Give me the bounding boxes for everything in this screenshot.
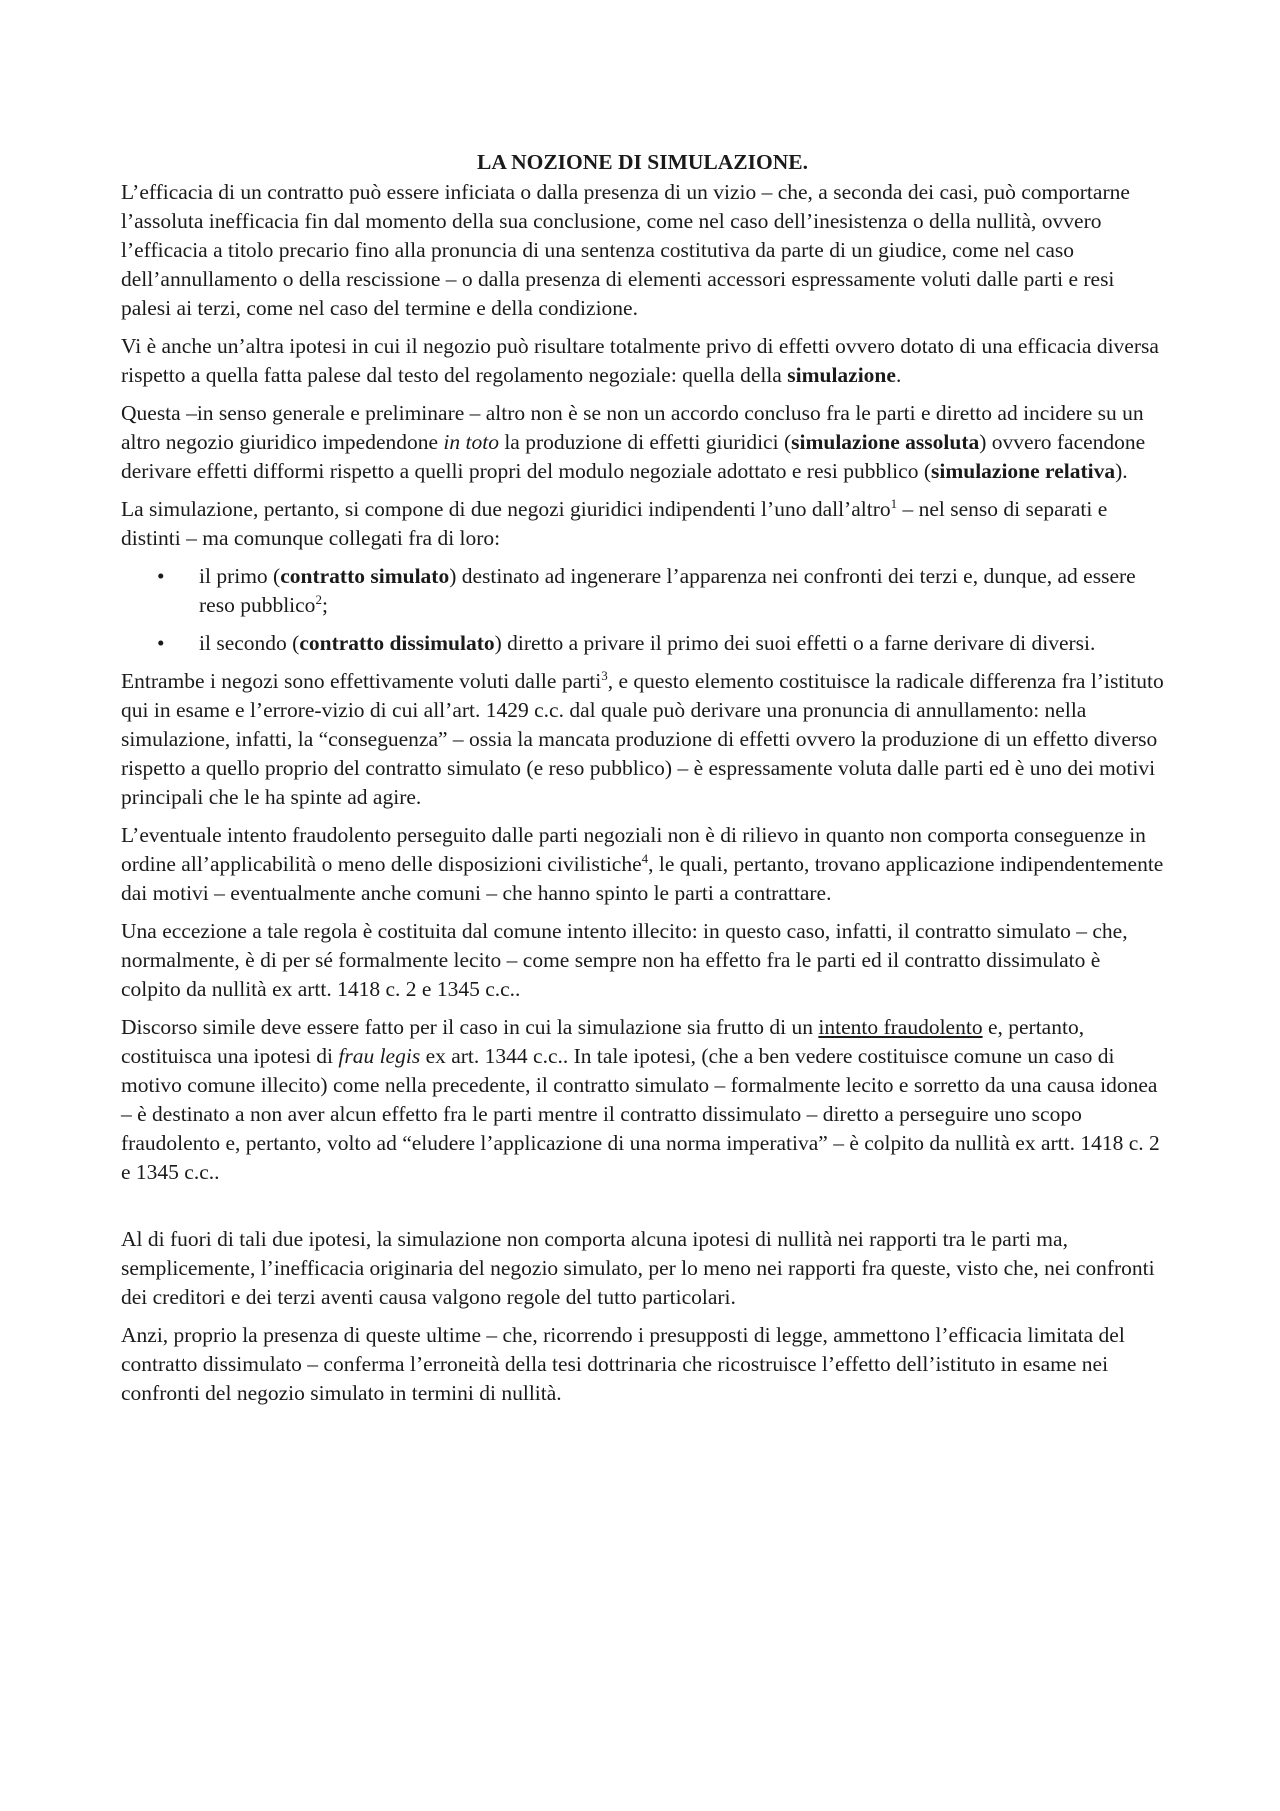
text-run: , le quali, pertanto, trovano applicazione indipendentemente dai motivi – eventualmente anche comuni – che hanno spinto le parti a contrattare. [121,852,1164,905]
bold-term: simulazione assoluta [791,430,980,454]
text-run: e, pertanto, costituisca una ipotesi di [121,1015,1085,1068]
text-run: Vi è anche un’altra ipotesi in cui il negozio può risultare totalmente privo di effetti ovvero dotato di una efficacia diversa rispetto a quella fatta palese dal testo del regolamento negoziale: quella della [121,334,1159,387]
paragraph-2 [121,332,1164,390]
list-item [121,562,1164,620]
paragraph-10: Anzi, proprio la presenza di queste ultime – che, ricorrendo i presupposti di legge, ammettono l’efficacia limitata del contratto dissimulato – conferma l’erroneità della tesi dottrinaria che ricostruisce l’effetto dell’istituto in esame nei confronti del negozio simulato in termini di nullità. [121,1323,1125,1405]
text-run: ) ovvero facendone derivare effetti difformi rispetto a quelli propri del modulo negoziale adottato e resi pubblico ( [121,430,1146,483]
text-run: ) diretto a privare il primo dei suoi effetti o a farne derivare di diversi. [494,631,1096,655]
footnote-ref[interactable]: 2 [315,591,322,607]
text-run: Entrambe i negozi sono effettivamente voluti dalle parti [121,669,602,693]
paragraph-7: Una eccezione a tale regola è costituita dal comune intento illecito: in questo caso, infatti, il contratto simulato – che, normalmente, è di per sé formalmente lecito – come sempre non ha effetto fra le parti ed il contratto dissimulato è colpito da nullità ex artt. 1418 c. 2 e 1345 c.c.. [121,919,1128,1001]
bold-term: contratto simulato [280,564,450,588]
text-run: ; [321,593,328,617]
text-run: ) destinato ad ingenerare l’apparenza nei confronti dei terzi e, dunque, ad essere reso pubblico [199,564,1136,617]
bold-term: simulazione relativa [930,459,1116,483]
bullet-marker: • [157,564,165,588]
footnote-ref[interactable]: 3 [601,667,608,683]
text-run: . [895,363,902,387]
text-run: ex art. 1344 c.c.. In tale ipotesi, (che a ben vedere costituisce comune un caso di motivo comune illecito) come nella precedente, il contratto simulato – formalmente lecito e sorretto da una causa idonea – è destinato a non aver alcun effetto fra le parti mentre il contratto dissimulato – diretto a perseguire uno scopo fraudolento e, pertanto, volto ad “eludere l’applicazione di una norma imperativa” – è colpito da nullità ex artt. 1418 c. 2 e 1345 c.c.. [121,1044,1160,1184]
bullet-marker: • [157,631,165,655]
italic-term: in toto [443,430,499,454]
italic-term: frau legis [338,1044,421,1068]
text-run: ). [1115,459,1128,483]
paragraph-5 [121,667,1164,812]
text-run: – nel senso di separati e distinti – ma comunque collegati fra di loro: [121,497,1108,550]
text-run: L’eventuale intento fraudolento perseguito dalle parti negoziali non è di rilievo in quanto non comporta conseguenze in ordine all’applicabilità o meno delle disposizioni civilistiche [121,823,1146,876]
footnote-ref[interactable]: 4 [641,850,649,866]
text-run: il secondo ( [199,631,300,655]
blank-line [121,1196,1164,1225]
paragraph-3 [121,399,1164,486]
paragraph-4 [121,495,1164,553]
text-run: il primo ( [199,564,281,588]
document-title: LA NOZIONE DI SIMULAZIONE. [477,150,808,174]
text-run: La simulazione, pertanto, si compone di due negozi giuridici indipendenti l’uno dall’altro [121,497,891,521]
footnote-ref[interactable]: 1 [890,495,898,511]
bullet-list [121,562,1164,658]
text-run: la produzione di effetti giuridici ( [498,430,792,454]
list-item [121,629,1164,658]
document-page [121,148,1164,1417]
text-run: , e questo elemento costituisce la radicale differenza fra l’istituto qui in esame e l’errore-vizio di cui all’art. 1429 c.c. dal quale può derivare una pronuncia di annullamento: nella simulazione, infatti, la “conseguenza” – ossia la mancata produzione di effetti ovvero la produzione di un effetto diverso rispetto a quello proprio del contratto simulato (e reso pubblico) – è espressamente voluta dalle parti ed è uno dei motivi principali che le ha spinte ad agire. [121,669,1164,809]
text-run: Discorso simile deve essere fatto per il caso in cui la simulazione sia frutto di un [121,1015,819,1039]
text-run: Questa –in senso generale e preliminare – altro non è se non un accordo concluso fra le parti e diretto ad incidere su un altro negozio giuridico impedendone [121,401,1144,454]
paragraph-9: Al di fuori di tali due ipotesi, la simulazione non comporta alcuna ipotesi di nullità nei rapporti tra le parti ma, semplicemente, l’inefficacia originaria del negozio simulato, per lo meno nei rapporti fra queste, visto che, nei confronti dei creditori e dei terzi aventi causa valgono regole del tutto particolari. [121,1227,1155,1309]
bold-term: contratto dissimulato [299,631,495,655]
bold-term: simulazione [787,363,896,387]
paragraph-1: L’efficacia di un contratto può essere inficiata o dalla presenza di un vizio – che, a seconda dei casi, può comportarne l’assoluta inefficacia fin dal momento della sua conclusione, come nel caso dell’inesistenza o della nullità, ovvero l’efficacia a titolo precario fino alla pronuncia di una sentenza costitutiva da parte di un giudice, come nel caso dell’annullamento o della rescissione – o dalla presenza di elementi accessori espressamente voluti dalle parti e resi palesi ai terzi, come nel caso del termine e della condizione. [121,180,1130,320]
paragraph-6 [121,821,1164,908]
underlined-term: intento fraudolento [818,1015,983,1039]
paragraph-8 [121,1013,1164,1187]
